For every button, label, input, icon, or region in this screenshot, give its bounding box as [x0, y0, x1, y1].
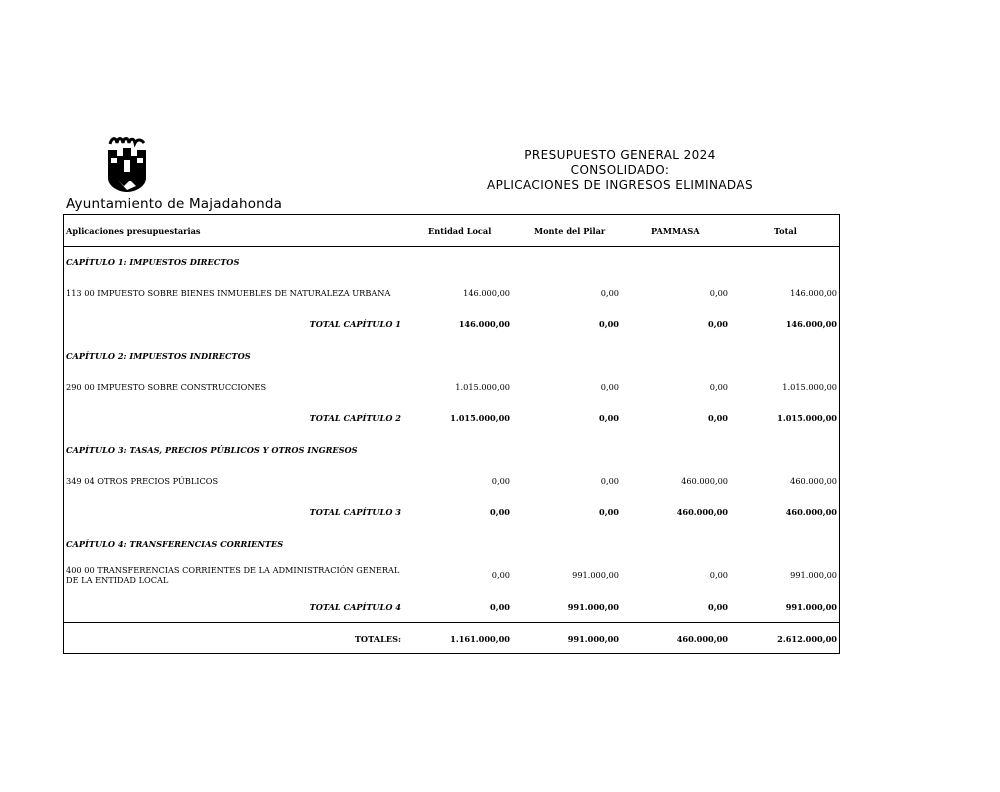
item-description-continued: DE LA ENTIDAD LOCAL	[66, 575, 169, 585]
grand-total-entidad-local: 1.161.000,00	[450, 634, 510, 644]
total-monte-del-pilar: 991.000,00	[567, 602, 619, 612]
total-pammasa: 460.000,00	[676, 507, 728, 517]
total-total: 1.015.000,00	[777, 413, 837, 423]
col-header-total: Total	[774, 226, 797, 236]
total-entidad-local: 0,00	[490, 507, 510, 517]
value-pammasa: 0,00	[709, 288, 728, 298]
total-entidad-local: 146.000,00	[458, 319, 510, 329]
organization-name: Ayuntamiento de Majadahonda	[66, 196, 283, 212]
title-line-2: CONSOLIDADO:	[570, 163, 670, 177]
title-line-1: PRESUPUESTO GENERAL 2024	[524, 148, 716, 162]
total-total: 991.000,00	[785, 602, 837, 612]
chapter-total-label: TOTAL CAPÍTULO 2	[309, 413, 401, 423]
total-pammasa: 0,00	[708, 319, 728, 329]
document-title	[440, 148, 800, 193]
chapter-total-label: TOTAL CAPÍTULO 4	[309, 602, 401, 612]
total-entidad-local: 0,00	[490, 602, 510, 612]
chapter-title: CAPÍTULO 4: TRANSFERENCIAS CORRIENTES	[66, 539, 284, 549]
total-pammasa: 0,00	[708, 602, 728, 612]
budget-table	[63, 214, 840, 654]
chapter-title: CAPÍTULO 1: IMPUESTOS DIRECTOS	[66, 257, 240, 267]
value-total: 146.000,00	[790, 288, 837, 298]
value-entidad-local: 1.015.000,00	[455, 382, 510, 392]
grand-total-pammasa: 460.000,00	[676, 634, 728, 644]
chapter-title: CAPÍTULO 2: IMPUESTOS INDIRECTOS	[66, 351, 251, 361]
value-pammasa: 0,00	[709, 382, 728, 392]
total-monte-del-pilar: 0,00	[599, 413, 619, 423]
chapter-total-label: TOTAL CAPÍTULO 1	[309, 319, 401, 329]
value-monte-del-pilar: 0,00	[600, 288, 619, 298]
total-total: 146.000,00	[785, 319, 837, 329]
grand-totals-row	[64, 622, 839, 653]
value-monte-del-pilar: 991.000,00	[572, 570, 619, 580]
col-header-pammasa: PAMMASA	[651, 226, 700, 236]
col-header-aplicaciones: Aplicaciones presupuestarias	[66, 226, 201, 236]
grand-total-total: 2.612.000,00	[777, 634, 837, 644]
item-description: 290 00 IMPUESTO SOBRE CONSTRUCCIONES	[66, 382, 267, 392]
item-description: 349 04 OTROS PRECIOS PÚBLICOS	[66, 476, 219, 486]
total-monte-del-pilar: 0,00	[599, 319, 619, 329]
grand-total-label: TOTALES:	[354, 634, 401, 644]
item-description: 113 00 IMPUESTO SOBRE BIENES INMUEBLES DE NATURALEZA URBANA	[66, 288, 391, 298]
grand-total-monte-del-pilar: 991.000,00	[567, 634, 619, 644]
col-header-entidad-local: Entidad Local	[428, 226, 492, 236]
chapter-total-label: TOTAL CAPÍTULO 3	[309, 507, 401, 517]
value-total: 1.015.000,00	[782, 382, 837, 392]
chapter-title: CAPÍTULO 3: TASAS, PRECIOS PÚBLICOS Y OTROS INGRESOS	[66, 445, 358, 455]
title-line-3: APLICACIONES DE INGRESOS ELIMINADAS	[486, 178, 753, 192]
total-pammasa: 0,00	[708, 413, 728, 423]
value-monte-del-pilar: 0,00	[600, 382, 619, 392]
value-total: 991.000,00	[790, 570, 837, 580]
value-monte-del-pilar: 0,00	[600, 476, 619, 486]
total-monte-del-pilar: 0,00	[599, 507, 619, 517]
total-total: 460.000,00	[785, 507, 837, 517]
value-entidad-local: 0,00	[491, 476, 510, 486]
value-pammasa: 0,00	[709, 570, 728, 580]
value-entidad-local: 0,00	[491, 570, 510, 580]
total-entidad-local: 1.015.000,00	[450, 413, 510, 423]
col-header-monte-del-pilar: Monte del Pilar	[534, 226, 606, 236]
majadahonda-logo	[104, 134, 150, 194]
table-header	[64, 215, 839, 247]
value-pammasa: 460.000,00	[681, 476, 728, 486]
value-total: 460.000,00	[790, 476, 837, 486]
value-entidad-local: 146.000,00	[463, 288, 510, 298]
item-description: 400 00 TRANSFERENCIAS CORRIENTES DE LA ADMINISTRACIÓN GENERAL	[66, 565, 400, 575]
